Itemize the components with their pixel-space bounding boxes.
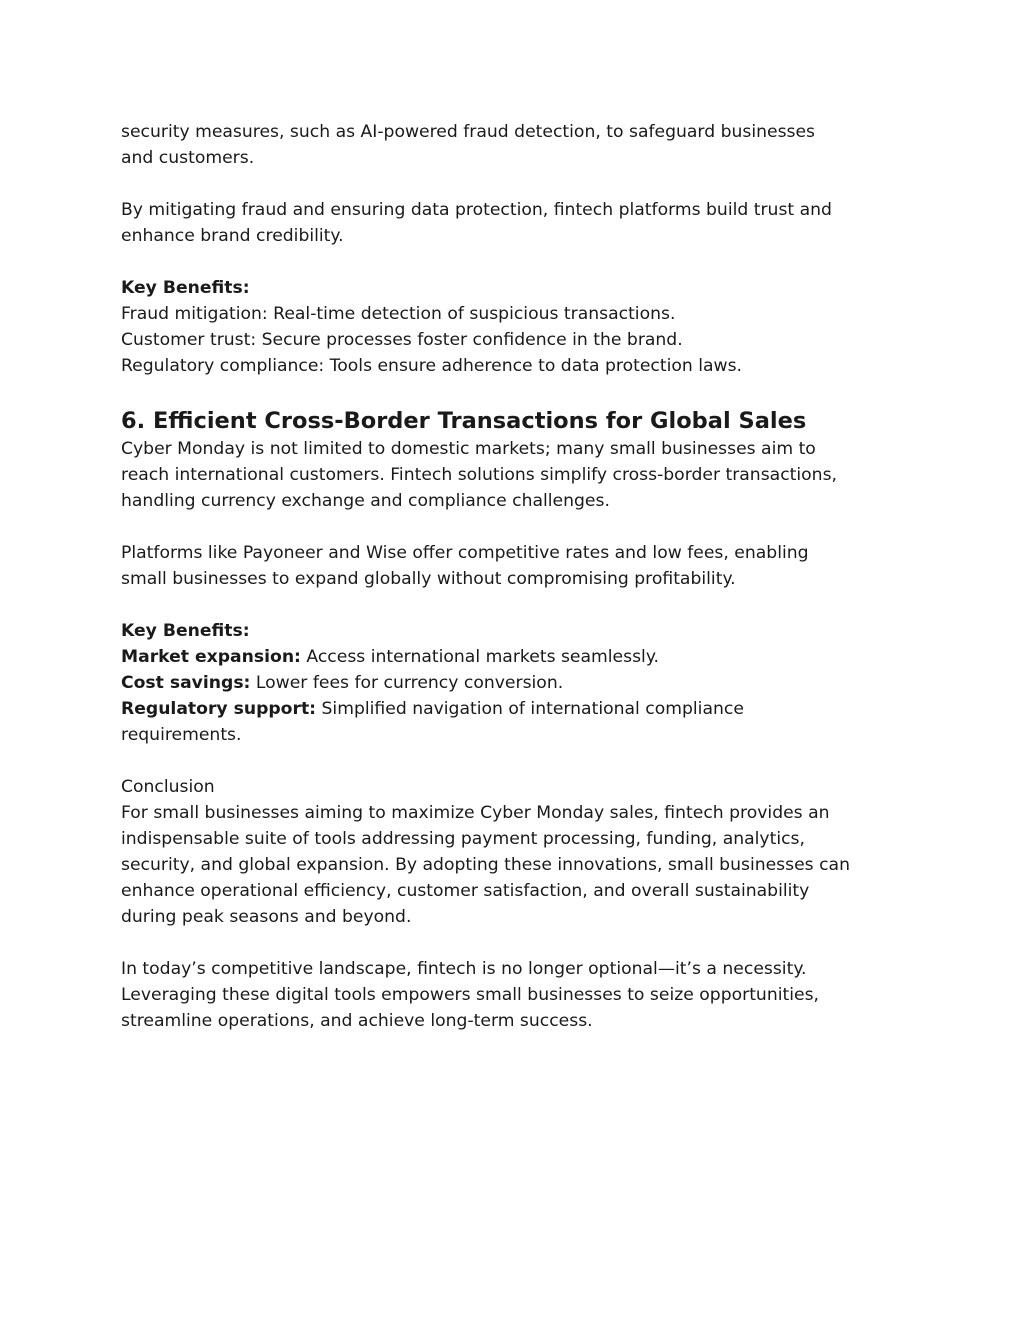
benefit-text: Lower fees for currency conversion. (250, 673, 564, 693)
benefit-item: Fraud mitigation: Real-time detection of suspicious transactions. (121, 304, 676, 324)
conclusion-block (121, 774, 921, 930)
benefit-item: Regulatory compliance: Tools ensure adherence to data protection laws. (121, 356, 743, 376)
benefit-label: Regulatory support: (121, 699, 317, 719)
section-6-heading: 6. Efficient Cross-Border Transactions for Global Sales (121, 408, 807, 434)
key-benefits-heading: Key Benefits: (121, 278, 250, 298)
intro-paragraph-1: security measures, such as AI-powered fraud detection, to safeguard businesses and customers. (121, 122, 816, 168)
intro-paragraph-2: By mitigating fraud and ensuring data protection, fintech platforms build trust and enhance brand credibility. (121, 200, 832, 246)
conclusion-paragraph-1: For small businesses aiming to maximize Cyber Monday sales, fintech provides an indispensable suite of tools addressing payment processing, funding, analytics, security, and global expansion. By adopting these innovations, small businesses can enhance operational efficiency, customer satisfaction, and overall sustainability during peak seasons and beyond. (121, 803, 850, 927)
conclusion-heading: Conclusion (121, 777, 215, 797)
key-benefits-heading: Key Benefits: (121, 621, 250, 641)
key-benefits-block-6 (121, 618, 921, 748)
benefit-label: Cost savings: (121, 673, 251, 693)
benefit-label: Market expansion: (121, 647, 301, 667)
benefit-item (121, 696, 921, 748)
benefit-item (121, 670, 921, 696)
key-benefits-block-5 (121, 275, 921, 379)
conclusion-paragraph-2: In today’s competitive landscape, fintech is no longer optional—it’s a necessity. Leveraging these digital tools empowers small businesses to seize opportunities, streamline operations, and achieve long-term success. (121, 959, 819, 1031)
benefit-text: Access international markets seamlessly. (300, 647, 660, 667)
benefit-item: Customer trust: Secure processes foster confidence in the brand. (121, 330, 683, 350)
benefit-item (121, 644, 921, 670)
section-6-paragraph-2: Platforms like Payoneer and Wise offer competitive rates and low fees, enabling small businesses to expand globally without compromising profitability. (121, 543, 809, 589)
section-6-paragraph-1: Cyber Monday is not limited to domestic markets; many small businesses aim to reach international customers. Fintech solutions simplify cross-border transactions, handling currency exchange and compliance challenges. (121, 439, 837, 511)
benefit-text: Simplified navigation of international compliance requirements. (121, 699, 744, 745)
document-page (121, 119, 921, 1060)
